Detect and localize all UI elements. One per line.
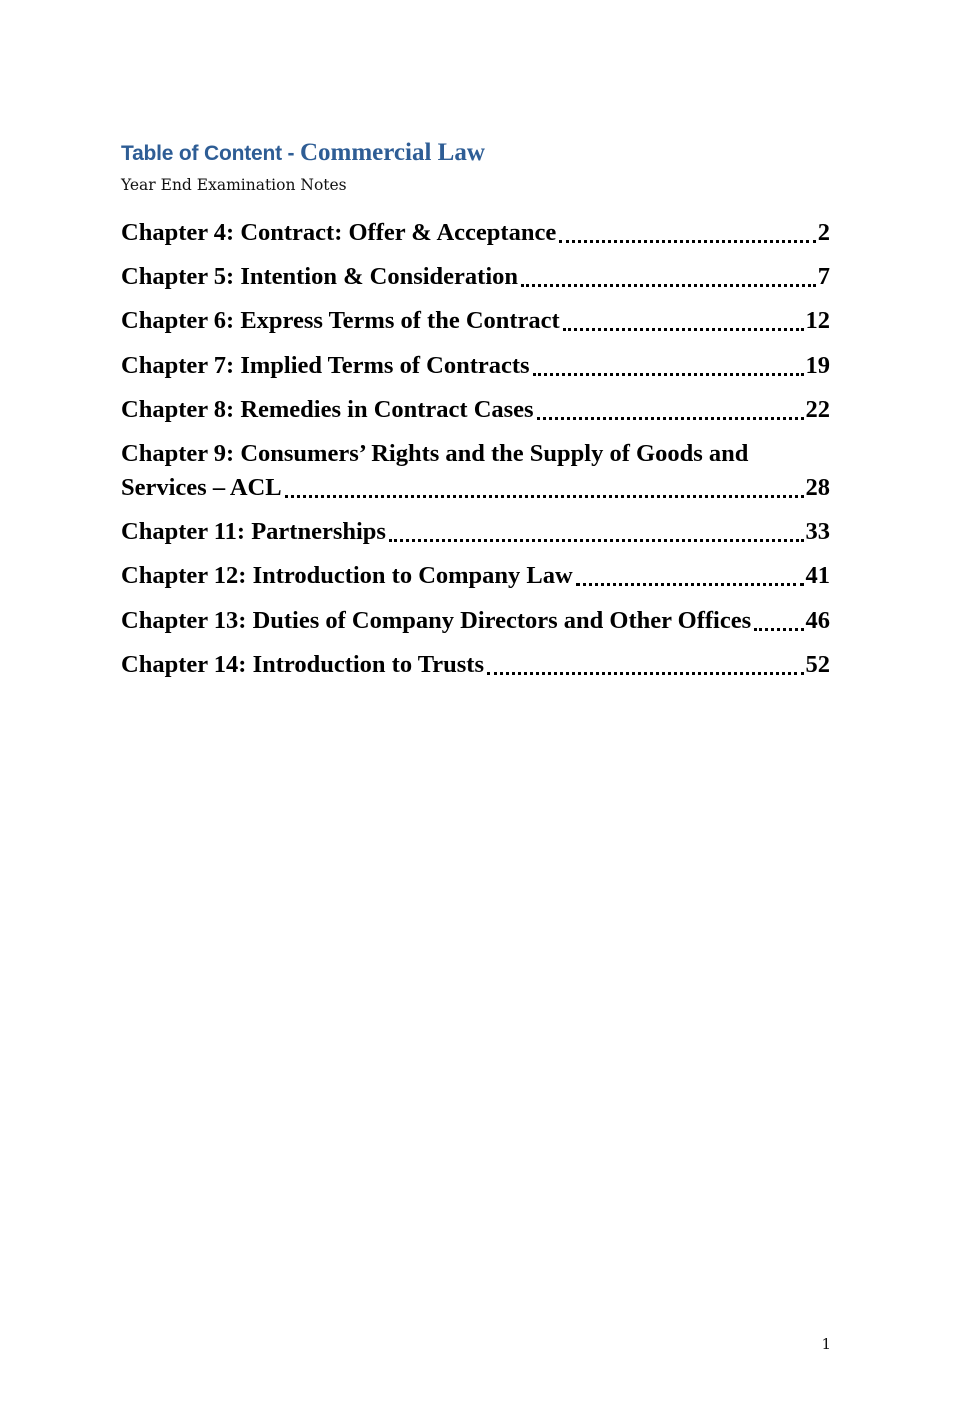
- toc-entry-chapter-13[interactable]: [121, 604, 830, 638]
- toc-dot-leader: [282, 471, 806, 505]
- toc-entry-chapter-9[interactable]: [121, 437, 830, 505]
- toc-entry-title: Chapter 12: Introduction to Company Law: [121, 562, 573, 590]
- toc-dot-leader: [530, 349, 806, 383]
- toc-entry-title: Chapter 6: Express Terms of the Contract: [121, 307, 560, 335]
- toc-entry-chapter-8[interactable]: [121, 393, 830, 427]
- toc-dot-leader: [386, 515, 806, 549]
- document-subtitle: Year End Examination Notes: [121, 176, 347, 194]
- toc-dot-leader: [751, 604, 805, 638]
- toc-entry-page: 33: [805, 518, 830, 546]
- toc-entry-title: Chapter 11: Partnerships: [121, 518, 386, 546]
- toc-dot-leader: [518, 260, 818, 294]
- toc-entry-chapter-5[interactable]: [121, 260, 830, 294]
- toc-entry-title-line1: Chapter 9: Consumers’ Rights and the Supply of Goods and: [121, 439, 749, 467]
- toc-entry-title: Chapter 4: Contract: Offer & Acceptance: [121, 219, 557, 246]
- toc-entry-page: 46: [805, 606, 830, 634]
- toc-entry-line2: [121, 471, 830, 505]
- toc-entry-chapter-7[interactable]: [121, 349, 830, 383]
- toc-entry-chapter-12[interactable]: [121, 559, 830, 593]
- toc-dot-leader: [560, 304, 806, 338]
- toc-entry-page: 12: [805, 307, 830, 335]
- toc-entry-title: Chapter 8: Remedies in Contract Cases: [121, 395, 534, 423]
- toc-entry-page: 7: [817, 263, 830, 291]
- toc-entry-chapter-14[interactable]: [121, 648, 830, 682]
- toc-dot-leader: [556, 216, 818, 250]
- toc-entry-title: Chapter 13: Duties of Company Directors and Other Offices: [121, 606, 752, 634]
- toc-entry-chapter-11[interactable]: [121, 515, 830, 549]
- table-of-contents: [121, 216, 830, 692]
- toc-entry-page: 28: [805, 473, 830, 501]
- toc-entry-title: Chapter 14: Introduction to Trusts: [121, 650, 485, 678]
- toc-dot-leader: [573, 559, 806, 593]
- page-number: 1: [821, 1335, 831, 1353]
- toc-entry-title: Chapter 5: Intention & Consideration: [121, 263, 519, 291]
- toc-entry-page: 2: [817, 219, 830, 246]
- toc-heading-label: Table of Content -: [121, 142, 300, 165]
- toc-entry-chapter-6[interactable]: [121, 304, 830, 338]
- toc-entry-page: 52: [805, 650, 830, 678]
- toc-dot-leader: [534, 393, 806, 427]
- toc-dot-leader: [484, 648, 805, 682]
- toc-entry-title: Chapter 7: Implied Terms of Contracts: [121, 351, 530, 379]
- toc-entry-page: 41: [805, 562, 830, 590]
- toc-heading-subject: Commercial Law: [299, 139, 485, 166]
- toc-entry-page: 19: [805, 351, 830, 379]
- toc-entry-title-line2: Services – ACL: [121, 473, 282, 501]
- toc-entry-chapter-4[interactable]: [121, 216, 830, 250]
- toc-entry-page: 22: [805, 395, 830, 423]
- toc-heading: [121, 140, 485, 165]
